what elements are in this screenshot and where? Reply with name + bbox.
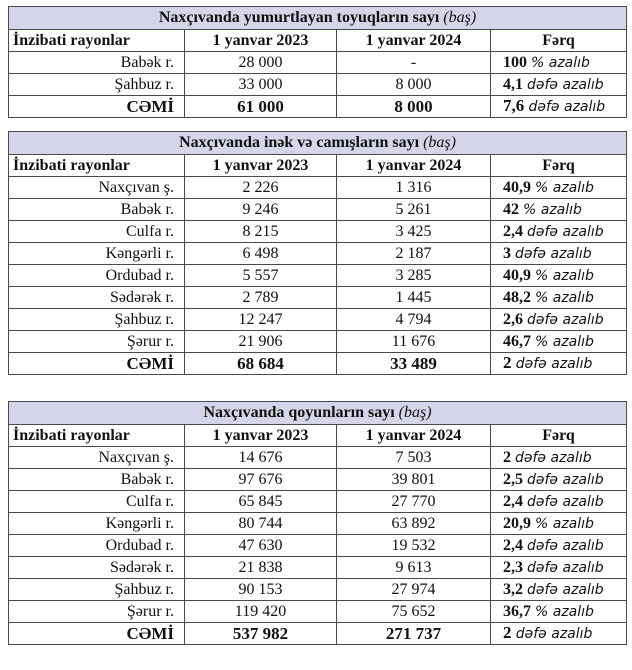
total-diff	[491, 623, 627, 645]
region-cell: Şahbuz r.	[9, 74, 185, 96]
diff-value: 2,3	[503, 558, 523, 576]
value-2023-cell: 21 906	[185, 331, 337, 353]
diff-text: dəfə azalıb	[527, 581, 604, 598]
table-row	[9, 243, 627, 265]
value-2024-cell: 3 285	[337, 265, 491, 287]
diff-cell	[491, 579, 627, 601]
value-2024-cell: 1 316	[337, 177, 491, 199]
total-2024: 8 000	[337, 96, 491, 118]
region-cell: Ordubad r.	[9, 535, 185, 557]
table-row	[9, 579, 627, 601]
diff-text: dəfə azalıb	[527, 493, 604, 510]
table-row	[9, 557, 627, 579]
header-row	[9, 425, 627, 447]
table-row	[9, 331, 627, 353]
region-cell: Kəngərli r.	[9, 243, 185, 265]
diff-value: 36,7	[503, 602, 531, 620]
diff-cell	[491, 491, 627, 513]
header-diff: Fərq	[491, 425, 627, 447]
diff-value: 2,5	[503, 470, 523, 488]
value-2023-cell: 14 676	[185, 447, 337, 469]
diff-cell	[491, 331, 627, 353]
total-2023: 61 000	[185, 96, 337, 118]
total-label: CƏMİ	[9, 96, 185, 118]
diff-value: 3,2	[503, 580, 523, 598]
diff-cell	[491, 309, 627, 331]
value-2024-cell: 9 613	[337, 557, 491, 579]
diff-value: 2,4	[503, 492, 523, 510]
diff-value: 40,9	[503, 178, 531, 196]
diff-text: dəfə azalıb	[515, 356, 593, 372]
value-2024-cell: 7 503	[337, 447, 491, 469]
diff-cell	[491, 265, 627, 287]
diff-text: % azalıb	[523, 201, 582, 218]
diff-text: dəfə azalıb	[515, 245, 592, 262]
header-row	[9, 30, 627, 52]
value-2024-cell: 2 187	[337, 243, 491, 265]
table-title-row	[9, 402, 627, 425]
table-title-row	[9, 7, 627, 30]
diff-value: 42	[503, 200, 519, 218]
value-2023-cell: 119 420	[185, 601, 337, 623]
diff-cell	[491, 287, 627, 309]
diff-text: % azalıb	[535, 333, 594, 350]
table-row	[9, 177, 627, 199]
total-row	[9, 353, 627, 375]
total-2023: 537 982	[185, 623, 337, 645]
diff-value: 4,1	[503, 75, 523, 93]
region-cell: Babək r.	[9, 469, 185, 491]
table-row	[9, 74, 627, 96]
header-diff: Fərq	[491, 155, 627, 177]
diff-value: 2,4	[503, 536, 523, 554]
diff-text: % azalıb	[535, 289, 594, 306]
value-2023-cell: 6 498	[185, 243, 337, 265]
value-2024-cell: 4 794	[337, 309, 491, 331]
total-2023: 68 684	[185, 353, 337, 375]
diff-value: 100	[503, 53, 527, 71]
cows-table	[8, 131, 627, 375]
diff-text: dəfə azalıb	[515, 449, 592, 466]
diff-cell	[491, 513, 627, 535]
total-row	[9, 96, 627, 118]
table-title-row	[9, 132, 627, 155]
region-cell: Kəngərli r.	[9, 513, 185, 535]
diff-text: dəfə azalıb	[527, 76, 604, 93]
table-row	[9, 309, 627, 331]
region-cell: Culfa r.	[9, 221, 185, 243]
value-2024-cell: -	[337, 52, 491, 74]
table-row	[9, 287, 627, 309]
region-cell: Ordubad r.	[9, 265, 185, 287]
table-title-text: Naxçıvanda qoyunların sayı	[203, 404, 395, 421]
diff-value: 2,4	[503, 222, 523, 240]
diff-value: 2,6	[503, 310, 523, 328]
value-2024-cell: 3 425	[337, 221, 491, 243]
value-2024-cell: 19 532	[337, 535, 491, 557]
region-cell: Şərur r.	[9, 601, 185, 623]
diff-value: 48,2	[503, 288, 531, 306]
total-2024: 33 489	[337, 353, 491, 375]
diff-value: 2	[503, 623, 512, 642]
table-title-text: Naxçıvanda inək və camışların sayı	[179, 134, 420, 151]
diff-text: dəfə azalıb	[527, 559, 604, 576]
header-2023: 1 yanvar 2023	[185, 425, 337, 447]
diff-cell	[491, 52, 627, 74]
table-row	[9, 221, 627, 243]
header-row	[9, 155, 627, 177]
diff-value: 2	[503, 448, 511, 466]
table-title	[9, 402, 627, 425]
diff-text: dəfə azalıb	[528, 99, 606, 115]
value-2023-cell: 80 744	[185, 513, 337, 535]
diff-text: dəfə azalıb	[527, 223, 604, 240]
diff-text: dəfə azalıb	[527, 471, 604, 488]
table-row	[9, 469, 627, 491]
total-2024: 271 737	[337, 623, 491, 645]
diff-value: 2	[503, 353, 512, 372]
header-2024: 1 yanvar 2024	[337, 425, 491, 447]
header-2023: 1 yanvar 2023	[185, 155, 337, 177]
table-row	[9, 265, 627, 287]
diff-value: 7,6	[503, 96, 525, 115]
region-cell: Babək r.	[9, 52, 185, 74]
diff-cell	[491, 243, 627, 265]
diff-cell	[491, 74, 627, 96]
diff-cell	[491, 221, 627, 243]
value-2024-cell: 5 261	[337, 199, 491, 221]
header-2024: 1 yanvar 2024	[337, 155, 491, 177]
value-2023-cell: 28 000	[185, 52, 337, 74]
header-region: İnzibati rayonlar	[9, 155, 185, 177]
diff-text: dəfə azalıb	[515, 626, 593, 642]
value-2023-cell: 65 845	[185, 491, 337, 513]
diff-cell	[491, 535, 627, 557]
total-label: CƏMİ	[9, 623, 185, 645]
value-2024-cell: 27 974	[337, 579, 491, 601]
table-row	[9, 513, 627, 535]
diff-text: % azalıb	[531, 54, 590, 71]
total-diff	[491, 96, 627, 118]
value-2023-cell: 2 789	[185, 287, 337, 309]
table-row	[9, 601, 627, 623]
value-2023-cell: 5 557	[185, 265, 337, 287]
value-2023-cell: 97 676	[185, 469, 337, 491]
value-2023-cell: 33 000	[185, 74, 337, 96]
value-2023-cell: 8 215	[185, 221, 337, 243]
table-row	[9, 447, 627, 469]
value-2023-cell: 2 226	[185, 177, 337, 199]
chickens-table	[8, 6, 627, 118]
diff-text: dəfə azalıb	[527, 311, 604, 328]
value-2024-cell: 75 652	[337, 601, 491, 623]
region-cell: Şahbuz r.	[9, 309, 185, 331]
region-cell: Şahbuz r.	[9, 579, 185, 601]
diff-text: % azalıb	[535, 267, 594, 284]
value-2023-cell: 12 247	[185, 309, 337, 331]
diff-cell	[491, 557, 627, 579]
table-title	[9, 7, 627, 30]
header-region: İnzibati rayonlar	[9, 425, 185, 447]
value-2024-cell: 27 770	[337, 491, 491, 513]
diff-cell	[491, 601, 627, 623]
table-row	[9, 52, 627, 74]
value-2023-cell: 90 153	[185, 579, 337, 601]
diff-value: 46,7	[503, 332, 531, 350]
sheep-table	[8, 401, 627, 645]
diff-text: dəfə azalıb	[527, 537, 604, 554]
diff-cell	[491, 469, 627, 491]
table-row	[9, 535, 627, 557]
table-title-text: Naxçıvanda yumurtlayan toyuqların sayı	[158, 9, 440, 26]
header-region: İnzibati rayonlar	[9, 30, 185, 52]
value-2023-cell: 9 246	[185, 199, 337, 221]
diff-text: % azalıb	[535, 515, 594, 532]
diff-value: 20,9	[503, 514, 531, 532]
table-row	[9, 491, 627, 513]
table-unit: (baş)	[398, 404, 432, 421]
region-cell: Babək r.	[9, 199, 185, 221]
region-cell: Sədərək r.	[9, 287, 185, 309]
header-2024: 1 yanvar 2024	[337, 30, 491, 52]
region-cell: Sədərək r.	[9, 557, 185, 579]
table-unit: (baş)	[443, 9, 477, 26]
header-2023: 1 yanvar 2023	[185, 30, 337, 52]
diff-text: % azalıb	[535, 603, 594, 620]
value-2024-cell: 39 801	[337, 469, 491, 491]
region-cell: Şərur r.	[9, 331, 185, 353]
diff-text: % azalıb	[535, 179, 594, 196]
value-2024-cell: 63 892	[337, 513, 491, 535]
total-label: CƏMİ	[9, 353, 185, 375]
value-2023-cell: 47 630	[185, 535, 337, 557]
header-diff: Fərq	[491, 30, 627, 52]
table-title	[9, 132, 627, 155]
total-row	[9, 623, 627, 645]
value-2023-cell: 21 838	[185, 557, 337, 579]
table-unit: (baş)	[423, 134, 456, 151]
diff-value: 40,9	[503, 266, 531, 284]
value-2024-cell: 8 000	[337, 74, 491, 96]
total-diff	[491, 353, 627, 375]
value-2024-cell: 1 445	[337, 287, 491, 309]
diff-cell	[491, 199, 627, 221]
region-cell: Naxçıvan ş.	[9, 447, 185, 469]
diff-value: 3	[503, 244, 511, 262]
value-2024-cell: 11 676	[337, 331, 491, 353]
region-cell: Culfa r.	[9, 491, 185, 513]
diff-cell	[491, 177, 627, 199]
diff-cell	[491, 447, 627, 469]
table-row	[9, 199, 627, 221]
region-cell: Naxçıvan ş.	[9, 177, 185, 199]
